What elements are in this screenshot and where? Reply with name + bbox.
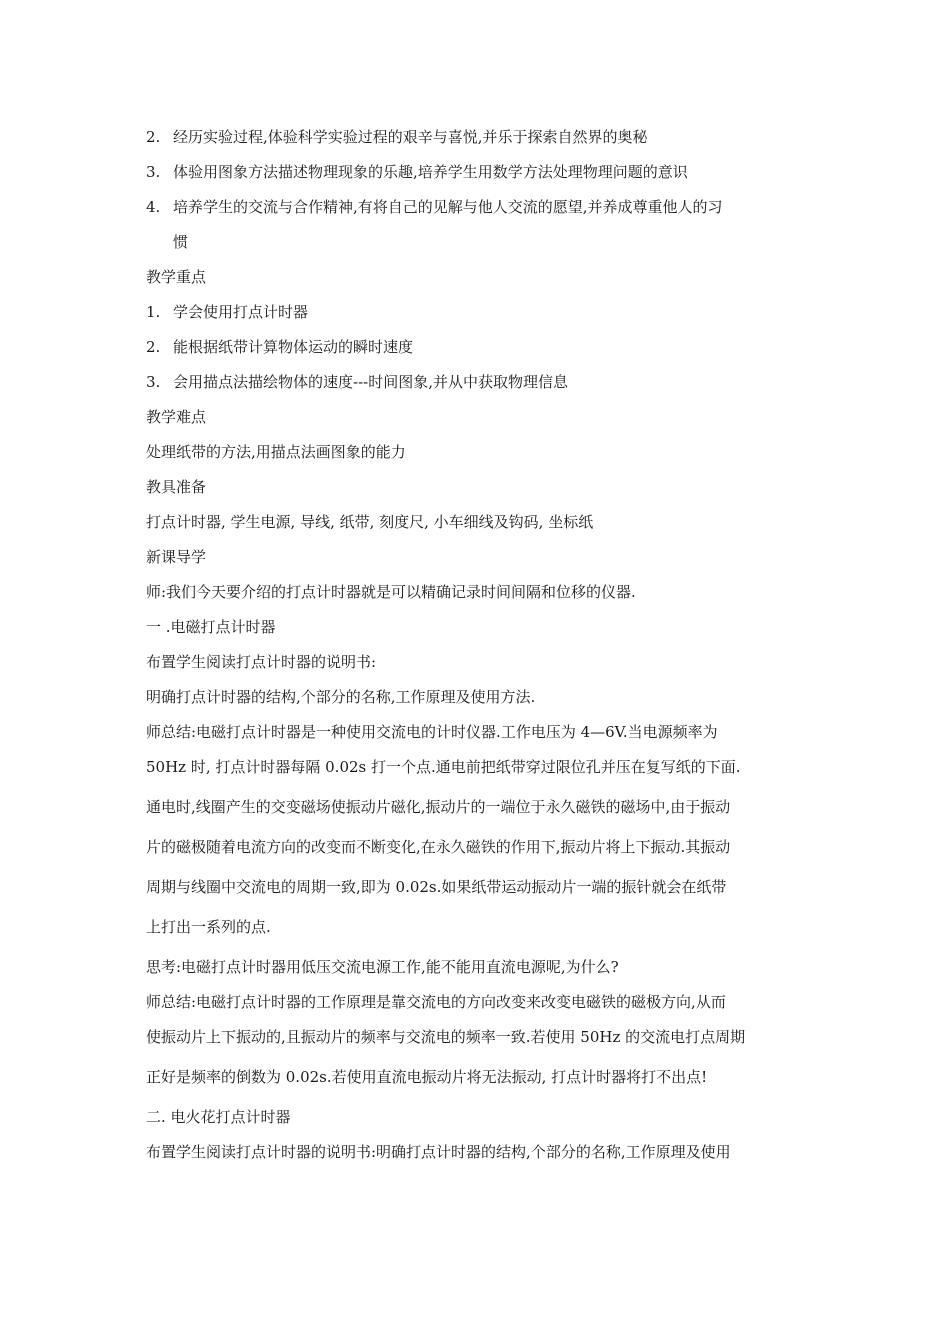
section1-title: 一 .电磁打点计时器: [146, 618, 276, 636]
new-lesson-heading: 新课导学: [146, 548, 207, 566]
think-question: 思考:电磁打点计时器用低压交流电源工作,能不能用直流电源呢,为什么?: [146, 958, 619, 976]
section2-paragraph: 布置学生阅读打点计时器的说明书:明确打点计时器的结构,个部分的名称,工作原理及使用: [146, 1143, 731, 1161]
summary1-line: 50Hz 时, 打点计时器每隔 0.02s 打一个点.通电前把纸带穿过限位孔并压在复写纸的下面.: [146, 758, 741, 776]
summary1-line: 上打出一系列的点.: [146, 918, 271, 936]
objective-item-continuation: 惯: [173, 233, 189, 251]
summary1-line: 片的磁极随着电流方向的改变而不断变化,在永久磁铁的作用下,振动片将上下振动.其振动: [146, 838, 731, 856]
section2-title: 二. 电火花打点计时器: [146, 1108, 291, 1126]
difficulty-heading: 教学难点: [146, 408, 207, 426]
key-point-item: 1. 学会使用打点计时器: [146, 303, 309, 321]
section1-paragraph: 明确打点计时器的结构,个部分的名称,工作原理及使用方法.: [146, 688, 536, 706]
section1-paragraph: 布置学生阅读打点计时器的说明书:: [146, 653, 377, 671]
summary1-line: 师总结:电磁打点计时器是一种使用交流电的计时仪器.工作电压为 4—6V.当电源频率为: [146, 723, 718, 741]
key-points-heading: 教学重点: [146, 268, 207, 286]
summary1-line: 通电时,线圈产生的交变磁场使振动片磁化,振动片的一端位于永久磁铁的磁场中,由于振动: [146, 798, 731, 816]
objective-item: 3. 体验用图象方法描述物理现象的乐趣,培养学生用数学方法处理物理问题的意识: [146, 163, 688, 181]
tools-heading: 教具准备: [146, 478, 207, 496]
difficulty-text: 处理纸带的方法,用描点法画图象的能力: [146, 443, 406, 461]
summary2-line: 使振动片上下振动的,且振动片的频率与交流电的频率一致.若使用 50Hz 的交流电打点周期: [146, 1028, 746, 1046]
summary1-line: 周期与线圈中交流电的周期一致,即为 0.02s.如果纸带运动振动片一端的振针就会在纸带: [146, 878, 727, 896]
tools-text: 打点计时器, 学生电源, 导线, 纸带, 刻度尺, 小车细线及钩码, 坐标纸: [146, 513, 594, 531]
intro-paragraph: 师:我们今天要介绍的打点计时器就是可以精确记录时间间隔和位移的仪器.: [146, 583, 636, 601]
objective-item: 2. 经历实验过程,体验科学实验过程的艰辛与喜悦,并乐于探索自然界的奥秘: [146, 128, 648, 146]
summary2-line: 正好是频率的倒数为 0.02s.若使用直流电振动片将无法振动, 打点计时器将打不出点!: [146, 1068, 708, 1086]
objective-item: 4. 培养学生的交流与合作精神,有将自己的见解与他人交流的愿望,并养成尊重他人的习: [146, 198, 723, 216]
document-body: [146, 122, 826, 1172]
key-point-item: 3. 会用描点法描绘物体的速度---时间图象,并从中获取物理信息: [146, 373, 568, 391]
key-point-item: 2. 能根据纸带计算物体运动的瞬时速度: [146, 338, 414, 356]
summary2-line: 师总结:电磁打点计时器的工作原理是靠交流电的方向改变来改变电磁铁的磁极方向,从而: [146, 993, 726, 1011]
